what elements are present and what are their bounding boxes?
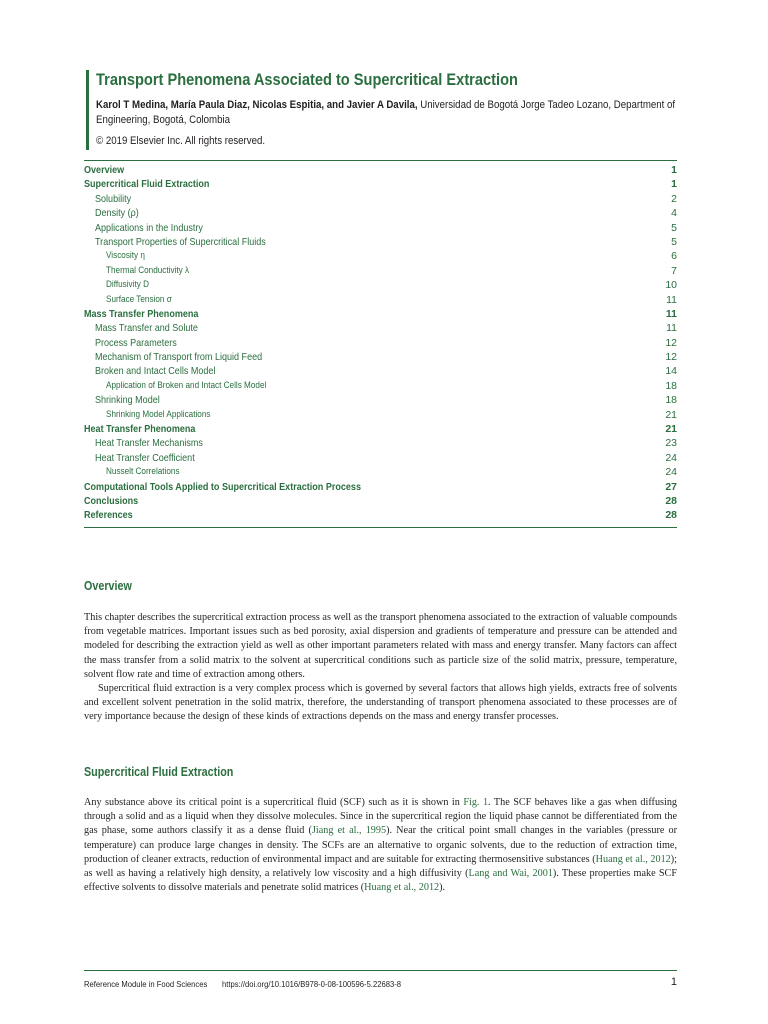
- toc-entry-label[interactable]: Heat Transfer Coefficient: [95, 451, 195, 464]
- toc-entry[interactable]: [84, 207, 677, 221]
- toc-entry-page[interactable]: 18: [665, 379, 677, 392]
- citation-link-huang-1[interactable]: Huang et al., 2012: [595, 853, 671, 865]
- toc-entry[interactable]: [84, 481, 677, 495]
- toc-entry-page[interactable]: 11: [666, 293, 677, 306]
- toc-entry-label[interactable]: Supercritical Fluid Extraction: [84, 178, 210, 191]
- copyright-notice: © 2019 Elsevier Inc. All rights reserved.: [96, 135, 266, 147]
- toc-entry-page[interactable]: 11: [666, 322, 677, 335]
- citation-link-huang-2[interactable]: Huang et al., 2012: [364, 882, 440, 894]
- toc-entry-page[interactable]: 18: [665, 394, 677, 407]
- toc-entry[interactable]: [84, 394, 677, 408]
- author-names: Karol T Medina, María Paula Diaz, Nicolas Espitia, and Javier A Davila,: [96, 99, 418, 111]
- toc-entry-label[interactable]: Applications in the Industry: [95, 221, 203, 234]
- toc-entry-page[interactable]: 1: [671, 178, 677, 191]
- sfe-text-4: ); as well as having a relatively high density, a relatively low viscosity and a high diffusivity (: [84, 853, 677, 880]
- toc-entry-label[interactable]: Shrinking Model: [95, 394, 160, 407]
- toc-entry-page[interactable]: 21: [665, 408, 677, 421]
- toc-entry[interactable]: [84, 222, 677, 236]
- toc-entry[interactable]: [84, 495, 677, 509]
- toc-entry[interactable]: [84, 351, 677, 365]
- page-footer: [84, 976, 677, 992]
- toc-entry-label[interactable]: Thermal Conductivity λ: [106, 264, 190, 276]
- table-of-contents: [84, 164, 677, 524]
- toc-entry-page[interactable]: 12: [665, 351, 677, 364]
- toc-entry-label[interactable]: Shrinking Model Applications: [106, 408, 211, 420]
- sfe-text-1: Any substance above its critical point is a supercritical fluid (SCF) such as it is shown in: [84, 797, 464, 808]
- toc-entry-label[interactable]: Mass Transfer and Solute: [95, 322, 198, 335]
- toc-entry-label[interactable]: Diffusivity D: [106, 279, 149, 291]
- toc-entry-page[interactable]: 5: [671, 221, 677, 234]
- overview-paragraph-2: [84, 682, 677, 725]
- toc-entry[interactable]: [84, 236, 677, 250]
- footer-page-number: 1: [670, 976, 677, 988]
- author-affiliation: Universidad de Bogotá Jorge Tadeo Lozano, Department of Engineering, Bogotá, Colombia: [96, 99, 676, 126]
- author-line: [96, 98, 684, 128]
- toc-entry[interactable]: [84, 178, 677, 192]
- toc-entry[interactable]: [84, 509, 677, 523]
- footer-journal: Reference Module in Food Sciences: [84, 979, 208, 989]
- toc-entry-label[interactable]: Density (ρ): [95, 207, 139, 220]
- toc-entry[interactable]: [84, 294, 677, 308]
- toc-entry-label[interactable]: References: [84, 509, 133, 522]
- toc-entry[interactable]: [84, 308, 677, 322]
- toc-entry-label[interactable]: Transport Properties of Supercritical Fluids: [95, 235, 266, 248]
- footer-rule: [84, 970, 677, 971]
- toc-entry-label[interactable]: Heat Transfer Mechanisms: [95, 437, 203, 450]
- toc-entry-label[interactable]: Computational Tools Applied to Supercritical Extraction Process: [84, 480, 361, 493]
- toc-entry-page[interactable]: 10: [665, 279, 677, 292]
- toc-entry[interactable]: [84, 279, 677, 293]
- toc-entry[interactable]: [84, 193, 677, 207]
- toc-entry-page[interactable]: 28: [665, 509, 677, 522]
- toc-entry-page[interactable]: 24: [665, 466, 677, 479]
- toc-entry-label[interactable]: Broken and Intact Cells Model: [95, 365, 216, 378]
- toc-bottom-rule: [84, 527, 677, 528]
- toc-entry-label[interactable]: Nusselt Correlations: [106, 466, 180, 478]
- toc-entry-page[interactable]: 5: [671, 235, 677, 248]
- figure-link[interactable]: Fig. 1: [463, 797, 489, 808]
- toc-entry-label[interactable]: Viscosity η: [106, 250, 145, 262]
- toc-entry-page[interactable]: 24: [665, 451, 677, 464]
- toc-entry[interactable]: [84, 380, 677, 394]
- sfe-text-6: ).: [439, 882, 446, 894]
- toc-entry[interactable]: [84, 265, 677, 279]
- sfe-text-3: ). Near the critical point small changes in the variables (pressure or temperature) can produce large changes in density. The SCFs are an alternative to organic solvents, due to the reduction of extraction time, production of cleaner extracts, reduction of environmental impact and are suitable for extracting thermosensitive substances (: [84, 825, 678, 865]
- toc-entry-page[interactable]: 28: [665, 494, 677, 507]
- overview-heading: Overview: [84, 579, 132, 593]
- toc-entry[interactable]: [84, 365, 677, 379]
- toc-entry[interactable]: [84, 164, 677, 178]
- toc-entry-label[interactable]: Mechanism of Transport from Liquid Feed: [95, 351, 263, 364]
- sfe-paragraph: [84, 796, 677, 895]
- toc-entry-page[interactable]: 12: [665, 336, 677, 349]
- toc-top-rule: [84, 160, 677, 161]
- toc-entry-label[interactable]: Conclusions: [84, 494, 139, 507]
- toc-entry[interactable]: [84, 322, 677, 336]
- header-accent-bar: [86, 70, 89, 150]
- toc-entry[interactable]: [84, 250, 677, 264]
- toc-entry-page[interactable]: 11: [665, 307, 677, 320]
- toc-entry[interactable]: [84, 423, 677, 437]
- toc-entry-page[interactable]: 27: [665, 480, 677, 493]
- toc-entry-label[interactable]: Overview: [84, 164, 125, 176]
- toc-entry-label[interactable]: Mass Transfer Phenomena: [84, 307, 199, 320]
- toc-entry-page[interactable]: 7: [671, 264, 677, 277]
- toc-entry-page[interactable]: 4: [671, 207, 677, 220]
- toc-entry-page[interactable]: 1: [671, 164, 677, 176]
- toc-entry-label[interactable]: Application of Broken and Intact Cells Model: [106, 379, 267, 391]
- article-title: Transport Phenomena Associated to Supercritical Extraction: [96, 70, 518, 89]
- toc-entry[interactable]: [84, 437, 677, 451]
- toc-entry[interactable]: [84, 409, 677, 423]
- toc-entry-page[interactable]: 23: [665, 437, 677, 450]
- overview-paragraph-1: This chapter describes the supercritical extraction process as well as the transport phenomena associated to the extraction of valuable compounds from vegetable matrices. Important issues such as bed porosity, axial dispersion and gradients of temperature and pressure can be attended and modeled for describing the extraction yield as well as other important parameters related with mass and energy transfer. Many factors can affect the mass transfer from a solid matrix to the solvent at supercritical conditions such as particle size of the solid matrix, pressure, temperature, solvent flow rate and time of extraction among others.: [84, 612, 677, 680]
- toc-entry-label[interactable]: Process Parameters: [95, 336, 177, 349]
- toc-entry-label[interactable]: Solubility: [95, 192, 132, 205]
- citation-link-jiang[interactable]: Jiang et al., 1995: [311, 825, 387, 837]
- toc-entry[interactable]: [84, 337, 677, 351]
- sfe-heading: Supercritical Fluid Extraction: [84, 765, 234, 779]
- toc-entry-page[interactable]: 2: [671, 192, 677, 205]
- toc-entry-page[interactable]: 6: [671, 250, 677, 263]
- toc-entry-page[interactable]: 21: [665, 423, 677, 436]
- toc-entry[interactable]: [84, 452, 677, 466]
- citation-link-lang[interactable]: Lang and Wai, 2001: [468, 868, 553, 880]
- toc-entry-label[interactable]: Surface Tension σ: [106, 293, 172, 305]
- toc-entry[interactable]: [84, 466, 677, 480]
- sfe-text-2: . The SCF behaves like a gas when diffusing through a solid and as a liquid when they dissolve molecules. Since in the supercritical region the liquid phase cannot be differentiated from the gas phase, some authors classify it as a dense fluid (: [84, 797, 678, 837]
- overview-paragraph-2-text: Supercritical fluid extraction is a very complex process which is governed by several factors that allows high yields, extracts free of solvents and excellent solvent penetration in the solid matrix, therefore, the understanding of transport phenomena associated to these processes are of very importance because the design of these kinds of extractions depends on the mass and energy transfer processes.: [84, 683, 677, 723]
- sfe-text-5: ). These properties make SCF effective solvents to dissolve materials and penetrate solid matrices (: [84, 868, 677, 894]
- footer-doi[interactable]: https://doi.org/10.1016/B978-0-08-100596-5.22683-8: [222, 979, 402, 989]
- toc-entry-page[interactable]: 14: [665, 365, 677, 378]
- toc-entry-label[interactable]: Heat Transfer Phenomena: [84, 423, 196, 436]
